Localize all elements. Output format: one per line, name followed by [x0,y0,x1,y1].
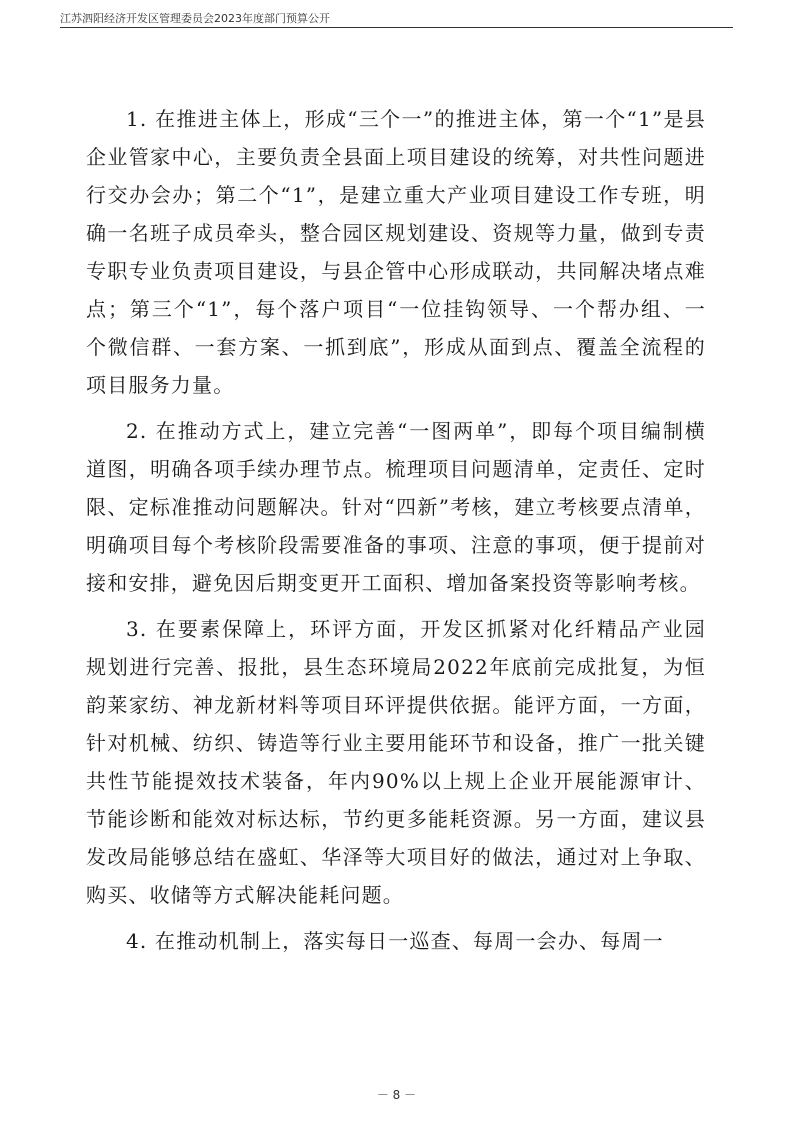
paragraph-3: 3. 在要素保障上，环评方面，开发区抓紧对化纤精品产业园规划进行完善、报批，县生态环境局2022年底前完成批复，为恒韵莱家纺、神龙新材料等项目环评提供依据。能评方面，一方面，针对机械、纺织、铸造等行业主要用能环节和设备，推广一批关键共性节能提效技术装备，年内90%以上规上企业开展能源审计、节能诊断和能效对标达标，节约更多能耗资源。另一方面，建议县发改局能够总结在盛虹、华泽等大项目好的做法，通过对上争取、购买、收储等方式解决能耗问题。 [86,617,706,907]
paragraph-2: 2. 在推动方式上，建立完善“一图两单”，即每个项目编制横道图，明确各项手续办理节点。梳理项目问题清单，定责任、定时限、定标准推动问题解决。针对“四新”考核，建立考核要点清单，明确项目每个考核阶段需要准备的事项、注意的事项，便于提前对接和安排，避免因后期变更开工面积、增加备案投资等影响考核。 [86,419,706,595]
page-number: － 8 － [376,1088,417,1102]
page-header [60,4,733,28]
paragraph-4: 4. 在推动机制上，落实每日一巡查、每周一会办、每周一 [126,929,664,953]
paragraph-1: 1. 在推进主体上，形成“三个一”的推进主体，第一个“1”是县企业管家中心，主要负责全县面上项目建设的统筹，对共性问题进行交办会办；第二个“1”，是建立重大产业项目建设工作专班，明确一名班子成员牵头，整合园区规划建设、资规等力量，做到专责专职专业负责项目建设，与县企管中心形成联动，共同解决堵点难点；第三个“1”，每个落户项目“一位挂钩领导、一个帮办组、一个微信群、一套方案、一抓到底”，形成从面到点、覆盖全流程的项目服务力量。 [86,107,706,397]
header-title: 江苏泗阳经济开发区管理委员会2023年度部门预算公开 [60,12,330,25]
body-text [86,100,706,960]
